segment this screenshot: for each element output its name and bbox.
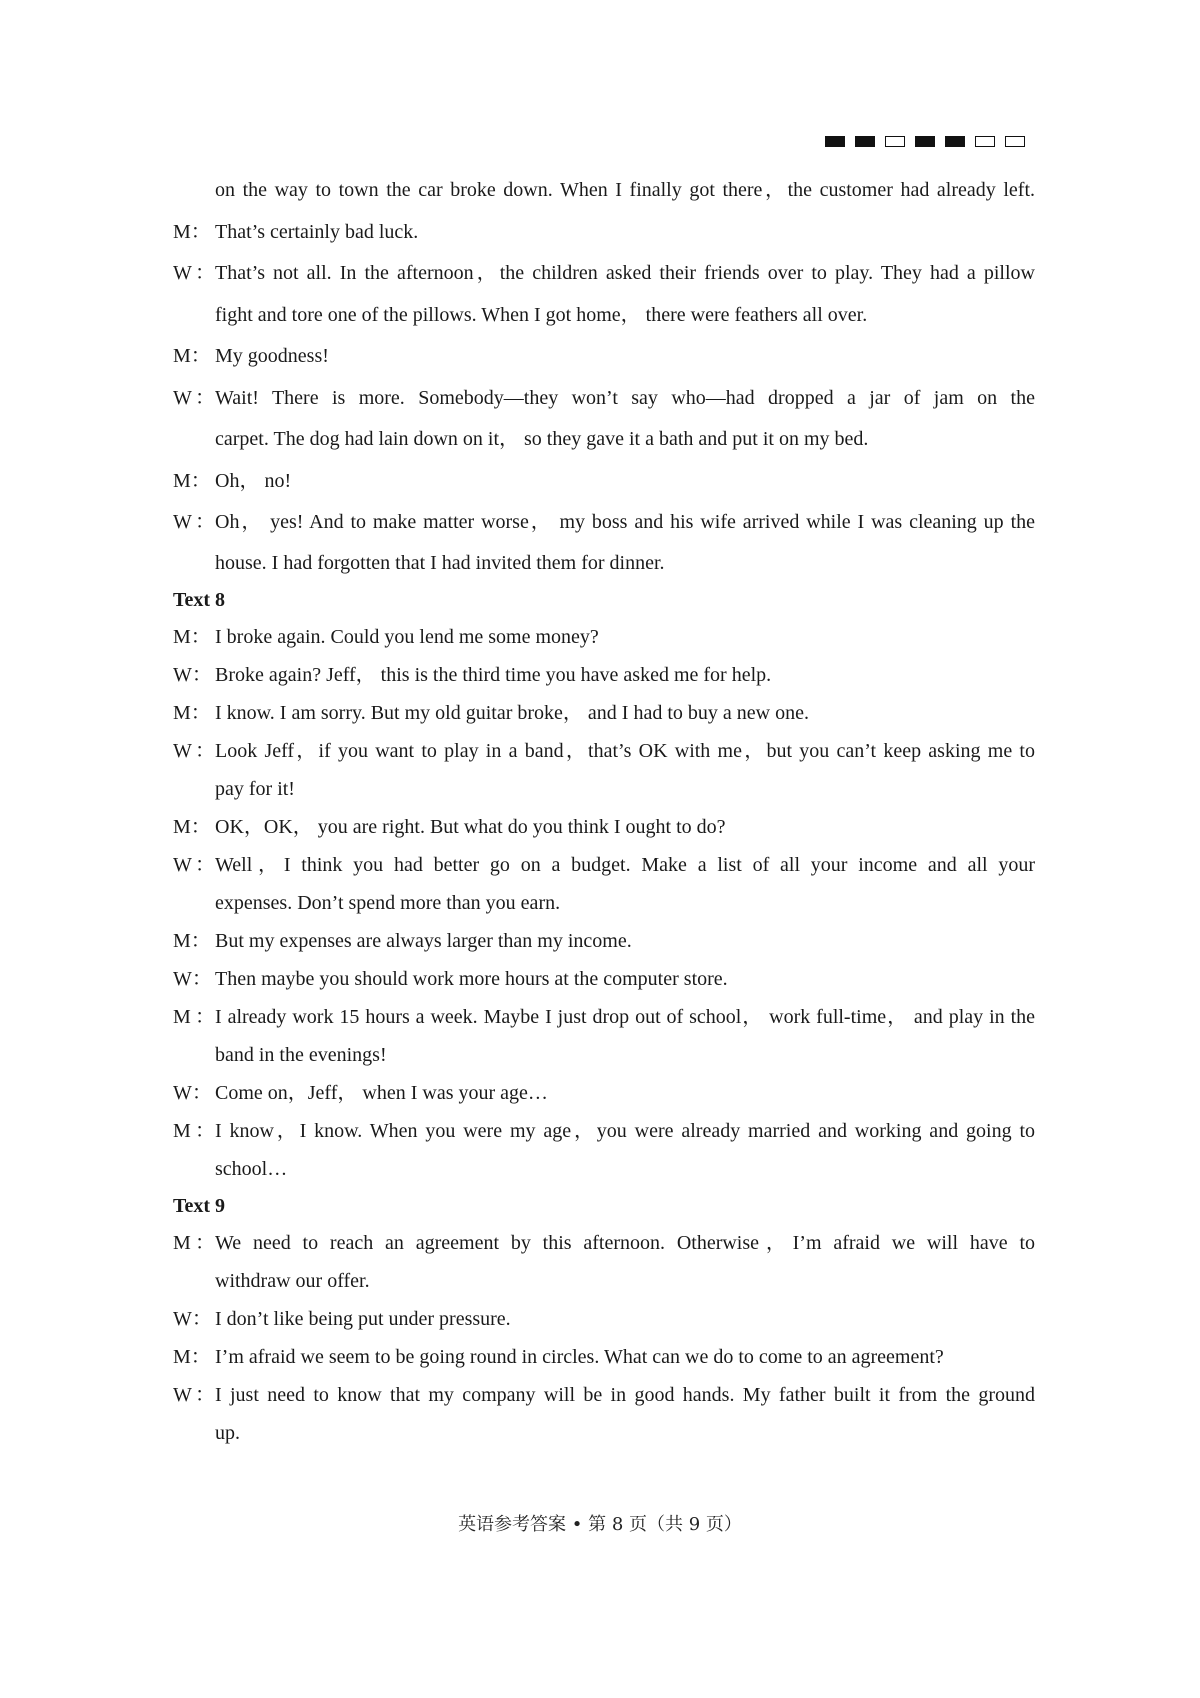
speaker-label: W：: [173, 739, 215, 762]
dialogue-continuation: up.: [215, 1421, 240, 1444]
speaker-label: W：: [173, 1081, 212, 1104]
speaker-label: W：: [173, 1383, 215, 1406]
dialogue-line: [173, 1112, 1035, 1150]
dialogue-line: [173, 336, 1035, 378]
dialogue-line: [173, 1300, 1035, 1338]
dialogue-line: [173, 502, 1035, 544]
speech-text: Oh， no!: [215, 469, 292, 492]
section-heading: Text 8: [173, 588, 226, 611]
speech-text: Well，I think you had better go on a budget. Make a list of all your income and all your: [215, 853, 1035, 876]
dialogue-line: [173, 212, 1035, 254]
dialogue-continuation: band in the evenings!: [215, 1043, 387, 1066]
speaker-label: M：: [173, 701, 211, 724]
speaker-label: M：: [173, 625, 211, 648]
dialogue-continuation: carpet. The dog had lain down on it， so they gave it a bath and put it on my bed.: [215, 428, 869, 450]
section-heading: Text 9: [173, 1194, 226, 1217]
speech-text: Look Jeff，if you want to play in a band，that’s OK with me，but you can’t keep asking me to: [215, 739, 1035, 762]
dialogue-continuation: school…: [215, 1157, 288, 1180]
speaker-label: M：: [173, 469, 211, 492]
speech-text: But my expenses are always larger than my income.: [215, 929, 632, 952]
progress-mark-empty: [885, 136, 905, 147]
speaker-label: M：: [173, 345, 211, 367]
speaker-label: M：: [173, 1119, 215, 1142]
dialogue-line: [173, 998, 1035, 1036]
speech-text: That’s not all. In the afternoon，the children asked their friends over to play. They had a pillow: [215, 262, 1035, 284]
speaker-label: W：: [173, 511, 215, 533]
dialogue-line: [173, 960, 1035, 998]
speech-text: Come on，Jeff， when I was your age…: [215, 1081, 548, 1104]
speaker-label: M：: [173, 1231, 215, 1254]
dialogue-continuation: pay for it!: [215, 777, 295, 800]
dialogue-line: [173, 461, 1035, 503]
dialogue-line: [173, 1224, 1035, 1262]
progress-mark-filled: [825, 136, 845, 147]
speech-text: I’m afraid we seem to be going round in circles. What can we do to come to an agreement?: [215, 1345, 944, 1368]
speaker-label: W：: [173, 853, 215, 876]
dialogue-continuation: on the way to town the car broke down. When I finally got there，the customer had already left.: [215, 179, 1035, 201]
speech-text: My goodness!: [215, 345, 329, 367]
speaker-label: W：: [173, 386, 215, 409]
dialogue-line: [173, 922, 1035, 960]
dialogue-continuation: expenses. Don’t spend more than you earn.: [215, 891, 561, 914]
dialogue-line: [173, 253, 1035, 295]
speech-text: We need to reach an agreement by this afternoon. Otherwise，I’m afraid we will have to: [215, 1231, 1035, 1254]
progress-mark-empty: [975, 136, 995, 147]
speaker-label: W：: [173, 262, 215, 284]
speaker-label: M：: [173, 815, 211, 838]
speaker-label: W：: [173, 1307, 212, 1330]
dialogue-continuation: fight and tore one of the pillows. When I got home， there were feathers all over.: [215, 303, 868, 326]
speech-text: I don’t like being put under pressure.: [215, 1307, 511, 1330]
speaker-label: M：: [173, 220, 211, 243]
progress-mark-empty: [1005, 136, 1025, 147]
speaker-label: W：: [173, 967, 212, 990]
speech-text: I know. I am sorry. But my old guitar broke， and I had to buy a new one.: [215, 701, 809, 724]
speech-text: Oh， yes! And to make matter worse， my boss and his wife arrived while I was cleaning up the: [215, 511, 1035, 533]
dialogue-line: [173, 846, 1035, 884]
dialogue-line: [173, 732, 1035, 770]
speech-text: I just need to know that my company will be in good hands. My father built it from the ground: [215, 1383, 1035, 1406]
speaker-label: M：: [173, 1345, 211, 1368]
speaker-label: M：: [173, 1005, 215, 1028]
dialogue-line: [173, 1074, 1035, 1112]
transcript-body: [173, 170, 1035, 1452]
dialogue-line: [173, 1376, 1035, 1414]
speech-text: I know，I know. When you were my age，you were already married and working and going to: [215, 1119, 1035, 1142]
speech-text: Broke again? Jeff， this is the third time you have asked me for help.: [215, 663, 772, 686]
dialogue-continuation: withdraw our offer.: [215, 1269, 370, 1292]
dialogue-line: [173, 618, 1035, 656]
page-footer: 英语参考答案 • 第 8 页（共 9 页）: [458, 1514, 742, 1535]
dialogue-line: [173, 378, 1035, 420]
speech-text: Then maybe you should work more hours at the computer store.: [215, 967, 728, 990]
speech-text: I broke again. Could you lend me some money?: [215, 625, 599, 648]
dialogue-continuation: house. I had forgotten that I had invited them for dinner.: [215, 551, 665, 574]
dialogue-line: [173, 1338, 1035, 1376]
speech-text: Wait! There is more. Somebody—they won’t say who—had dropped a jar of jam on the: [215, 386, 1035, 409]
progress-mark-filled: [915, 136, 935, 147]
dialogue-line: [173, 656, 1035, 694]
progress-mark-filled: [945, 136, 965, 147]
dialogue-line: [173, 694, 1035, 732]
speaker-label: M：: [173, 929, 211, 952]
speaker-label: W：: [173, 663, 212, 686]
speech-text: OK，OK， you are right. But what do you think I ought to do?: [215, 815, 726, 838]
header-progress-marks: [825, 136, 1025, 147]
speech-text: I already work 15 hours a week. Maybe I just drop out of school， work full-time， and play in the: [215, 1005, 1035, 1028]
speech-text: That’s certainly bad luck.: [215, 220, 419, 243]
dialogue-line: [173, 808, 1035, 846]
progress-mark-filled: [855, 136, 875, 147]
